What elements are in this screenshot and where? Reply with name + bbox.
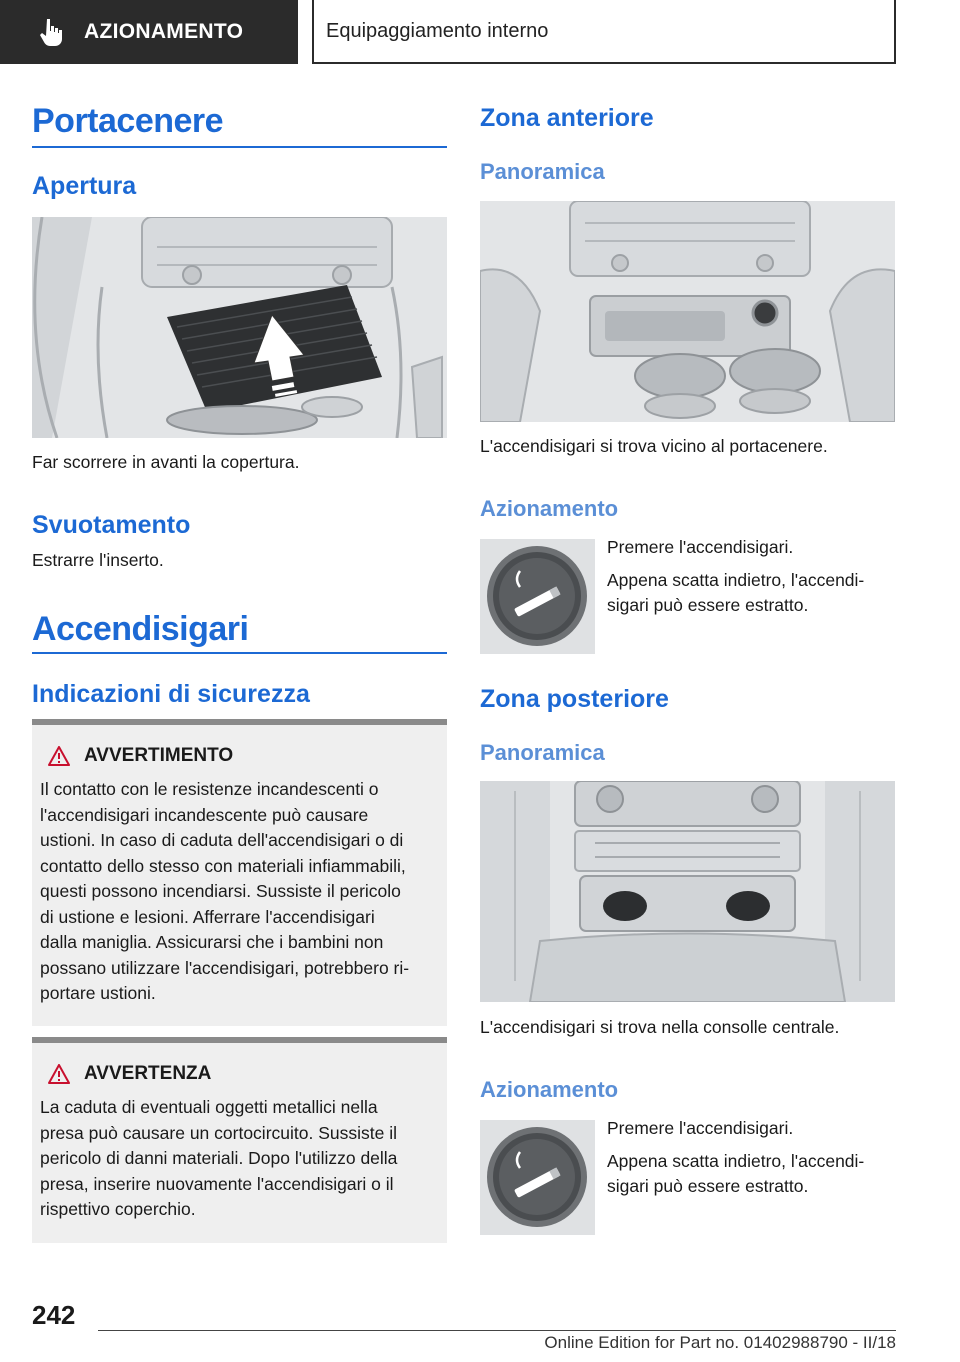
warning-1-line: dalla maniglia. Assicurarsi che i bambini non <box>40 932 384 952</box>
warning-box-1 <box>32 719 447 1026</box>
rear-caption: L'accendisigari si trova nella consolle centrale. <box>480 1017 840 1037</box>
heading-sicurezza: Indicazioni di sicurezza <box>32 680 310 708</box>
warning-2-header <box>40 1063 439 1085</box>
hand-press-icon <box>38 17 64 47</box>
warning-2-line: presa, inserire nuovamente l'accendisigari o il <box>40 1173 394 1194</box>
warning-2-line: pericolo di danni materiali. Dopo l'utilizzo della <box>40 1148 398 1168</box>
warning-1-line: di ustione e lesioni. Afferrare l'accendisigari <box>40 906 375 927</box>
rear-op-line1: Premere l'accendisigari. <box>607 1118 794 1138</box>
edition-text: Online Edition for Part no. 01402988790 - II/18 <box>544 1333 896 1352</box>
warning-1-line: ustioni. In caso di caduta dell'accendisigari o di <box>40 830 404 850</box>
heading-apertura: Apertura <box>32 172 137 200</box>
warning-1-line: possano utilizzare l'accendisigari, potrebbero ri- <box>40 957 410 978</box>
rear-lighter-image <box>480 1120 595 1235</box>
chapter-label: Equipaggiamento interno <box>326 19 549 42</box>
section-tab <box>0 0 298 64</box>
rear-op-line2a: Appena scatta indietro, l'accendi- <box>607 1151 865 1171</box>
warning-1-line: Il contatto con le resistenze incandescenti o <box>40 779 379 799</box>
front-op-line2a: Appena scatta indietro, l'accendi- <box>607 570 865 590</box>
heading-panoramica-rear: Panoramica <box>480 740 605 765</box>
front-console-illustration <box>480 201 895 422</box>
footer-rule <box>98 1330 896 1331</box>
section-label: AZIONAMENTO <box>84 20 244 43</box>
front-caption: L'accendisigari si trova vicino al portacenere. <box>480 436 828 456</box>
rear-op-line2b: sigari può essere estratto. <box>607 1176 809 1196</box>
page-number: 242 <box>32 1300 76 1330</box>
title-rule <box>32 146 447 148</box>
apertura-caption: Far scorrere in avanti la copertura. <box>32 452 300 472</box>
warning-2-title: AVVERTENZA <box>84 1063 212 1084</box>
title-portacenere: Portacenere <box>32 102 224 140</box>
warning-2-line: presa può causare un cortocircuito. Sussiste il <box>40 1122 397 1143</box>
warning-2-text <box>40 1095 439 1223</box>
warning-1-line: questi possono incendiarsi. Sussiste il pericolo <box>40 881 401 901</box>
title-rule-2 <box>32 652 447 654</box>
warning-1-line: portare ustioni. <box>40 983 156 1003</box>
front-op-line1: Premere l'accendisigari. <box>607 537 794 557</box>
page-header <box>0 0 960 66</box>
warning-triangle-icon <box>48 746 70 766</box>
heading-svuotamento: Svuotamento <box>32 511 191 539</box>
ashtray-illustration <box>32 217 447 438</box>
title-accendisigari: Accendisigari <box>32 610 249 648</box>
svuotamento-text: Estrarre l'inserto. <box>32 550 164 570</box>
front-lighter-image <box>480 539 595 654</box>
heading-azionamento-rear: Azionamento <box>480 1077 619 1102</box>
warning-2-line: rispettivo coperchio. <box>40 1199 196 1219</box>
cigarette-lighter-icon <box>480 539 595 654</box>
rear-console-illustration <box>480 781 895 1002</box>
heading-zona-posteriore: Zona posteriore <box>480 685 669 713</box>
heading-panoramica-front: Panoramica <box>480 159 605 184</box>
cigarette-lighter-icon <box>480 1120 595 1235</box>
warning-2-line: La caduta di eventuali oggetti metallici nella <box>40 1097 378 1117</box>
warning-box-2 <box>32 1037 447 1243</box>
warning-1-line: l'accendisigari incandescente può causare <box>40 804 369 825</box>
heading-zona-anteriore: Zona anteriore <box>480 104 654 132</box>
heading-azionamento-front: Azionamento <box>480 496 619 521</box>
warning-1-title: AVVERTIMENTO <box>84 745 234 766</box>
warning-triangle-icon <box>48 1064 70 1084</box>
front-op-line2b: sigari può essere estratto. <box>607 595 809 615</box>
chapter-box <box>312 0 896 64</box>
warning-1-text <box>40 777 439 1007</box>
warning-1-line: contatto dello stesso con materiali infiammabili, <box>40 855 406 876</box>
warning-1-header <box>40 745 439 767</box>
